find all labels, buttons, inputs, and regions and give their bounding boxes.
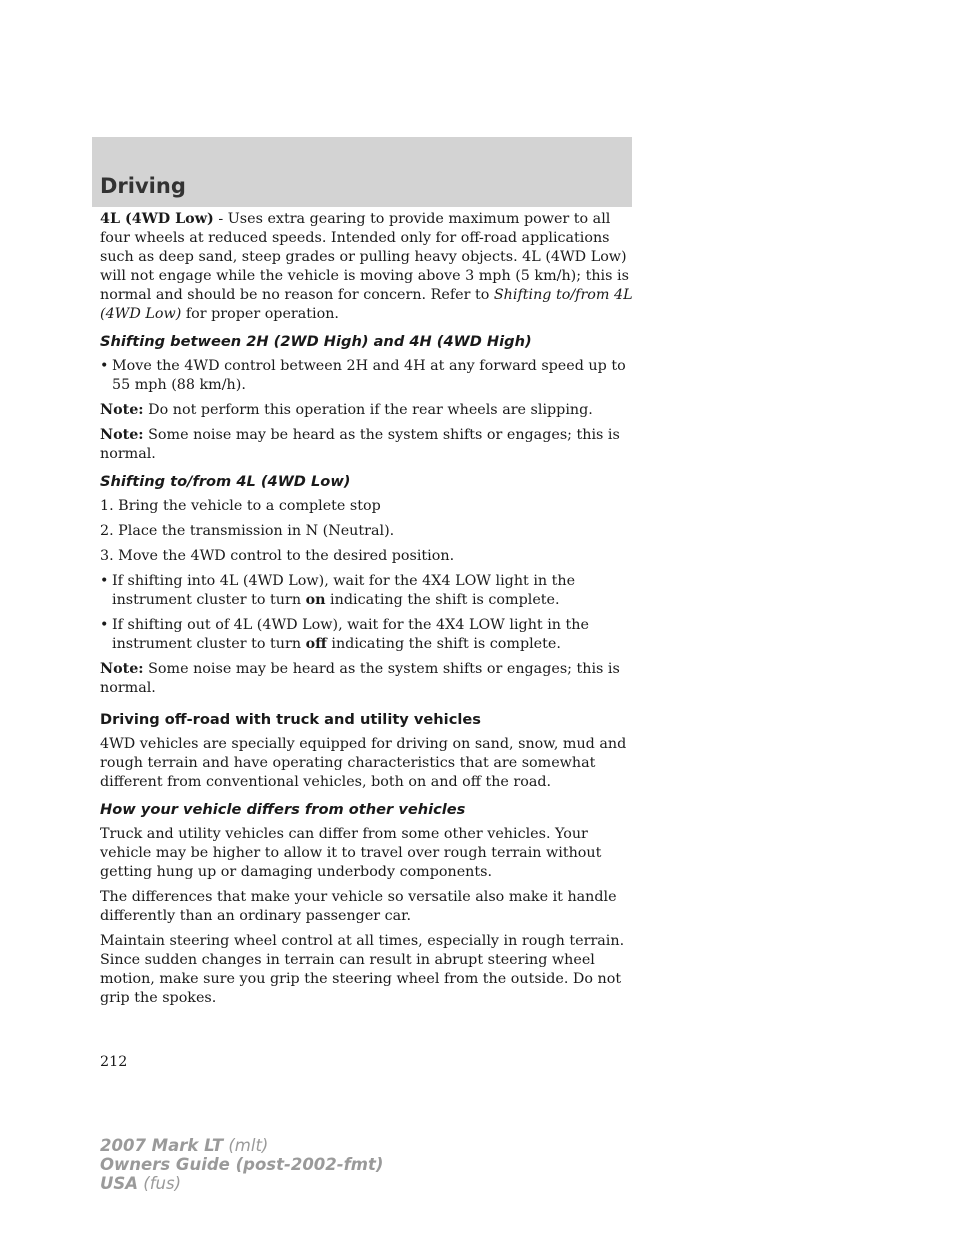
differs-paragraph-1: Truck and utility vehicles can differ from some other vehicles. Your vehicle may be higher to allow it to travel over rough terrain without getting hung up or damaging underbody components. — [100, 826, 602, 880]
footer-guide: Owners Guide (post-2002-fmt) — [100, 1155, 384, 1174]
footer-model-code: (mlt) — [223, 1136, 269, 1155]
note-4l — [100, 660, 640, 698]
intro-text: - Uses extra gearing to provide maximum power to all four wheels at reduced speeds. Intended only for off-road applications such as deep sand, steep grades or pulling heavy objects. 4L (4WD Low) will not engage while the vehicle is moving above 3 mph (5 km/h); this is normal and should be no reason for concern. Refer to — [100, 211, 629, 303]
bullet-text-post: indicating the shift is complete. — [326, 636, 561, 652]
bullet-dot: • — [100, 358, 109, 374]
bullet-text-pre: If shifting out of 4L (4WD Low), wait for the 4X4 LOW light in the instrument cluster to turn — [112, 617, 589, 652]
bullet-text-bold: off — [305, 636, 327, 652]
note-label: Note: — [100, 402, 144, 418]
step-1: 1. Bring the vehicle to a complete stop — [100, 498, 381, 514]
page-content — [100, 210, 640, 1014]
footer — [100, 1136, 383, 1193]
bullet-text-post: indicating the shift is complete. — [325, 592, 560, 608]
bullet-text: Move the 4WD control between 2H and 4H at any forward speed up to 55 mph (88 km/h). — [112, 358, 626, 393]
intro-paragraph — [100, 210, 640, 324]
bullet-2h-4h — [100, 357, 640, 395]
bullet-4l-out — [100, 616, 640, 654]
bullet-text — [112, 616, 640, 654]
note-label: Note: — [100, 427, 144, 443]
note-label: Note: — [100, 661, 144, 677]
step-2: 2. Place the transmission in N (Neutral). — [100, 523, 395, 539]
note-2h-4h-1 — [100, 401, 640, 420]
bullet-text-bold: on — [305, 592, 326, 608]
note-text: Some noise may be heard as the system shifts or engages; this is normal. — [100, 427, 620, 462]
footer-line-3 — [100, 1174, 383, 1193]
intro-label: 4L (4WD Low) — [100, 211, 214, 227]
heading-4l: Shifting to/from 4L (4WD Low) — [100, 473, 351, 490]
footer-line-1 — [100, 1136, 383, 1155]
step-3: 3. Move the 4WD control to the desired position. — [100, 548, 455, 564]
intro-reference: Shifting to/from 4L (4WD Low) — [100, 287, 633, 322]
bullet-4l-into — [100, 572, 640, 610]
bullet-text — [112, 572, 640, 610]
bullet-dot: • — [100, 573, 109, 589]
section-title: Driving — [100, 174, 186, 198]
offroad-paragraph: 4WD vehicles are specially equipped for driving on sand, snow, mud and rough terrain and have operating characteristics that are somewhat different from conventional vehicles, both on and off the road. — [100, 736, 627, 790]
note-text: Some noise may be heard as the system shifts or engages; this is normal. — [100, 661, 620, 696]
footer-region: USA — [100, 1174, 139, 1193]
intro-tail: for proper operation. — [181, 306, 339, 322]
footer-region-code: (fus) — [138, 1174, 182, 1193]
note-2h-4h-2 — [100, 426, 640, 464]
footer-line-2 — [100, 1155, 383, 1174]
differs-paragraph-3: Maintain steering wheel control at all times, especially in rough terrain. Since sudden changes in terrain can result in abrupt steering wheel motion, make sure you grip the steering wheel from the outside. Do not grip the spokes. — [100, 933, 625, 1006]
note-text: Do not perform this operation if the rear wheels are slipping. — [143, 402, 593, 418]
heading-differs: How your vehicle differs from other vehicles — [100, 801, 466, 818]
differs-paragraph-2: The differences that make your vehicle so versatile also make it handle differently than an ordinary passenger car. — [100, 889, 617, 924]
bullet-dot: • — [100, 617, 109, 633]
footer-model: 2007 Mark LT — [100, 1136, 224, 1155]
heading-2h-4h: Shifting between 2H (2WD High) and 4H (4WD High) — [100, 333, 532, 350]
heading-offroad: Driving off-road with truck and utility vehicles — [100, 711, 481, 728]
page-number: 212 — [100, 1054, 128, 1070]
bullet-text-pre: If shifting into 4L (4WD Low), wait for the 4X4 LOW light in the instrument cluster to turn — [112, 573, 576, 608]
